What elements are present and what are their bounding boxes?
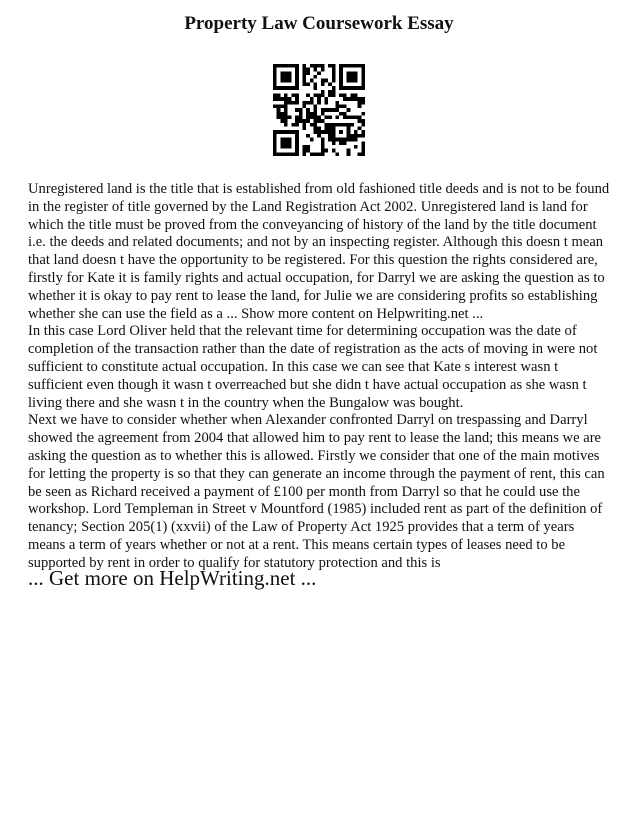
- get-more-link[interactable]: ... Get more on HelpWriting.net ...: [28, 566, 317, 590]
- paragraph-3: Next we have to consider whether when Alexander confronted Darryl on trespassing and Darryl showed the agreement from 2004 that allowed him to pay rent to lease the land; this means we are asking the question as to whether this is allowed. Firstly we consider that one of the main motives for letting the property is so that they can generate an income through the payment of rent, this can be seen as Richard received a payment of £100 per month from Darryl so that he could use the workshop. Lord Templeman in Street v Mountford (1985) included rent as part of the definition of tenancy; Section 205(1) (xxvii) of the Law of Property Act 1925 provides that a term of years means a term of years whether or not at a rent. This means certain types of leases need to be supported by rent in order to qualify for statutory protection and this is: [28, 412, 605, 571]
- qr-code-icon: [273, 64, 365, 156]
- essay-body: [28, 181, 610, 573]
- page-title: Property Law Coursework Essay: [184, 13, 454, 34]
- paragraph-2: In this case Lord Oliver held that the relevant time for determining occupation was the date of completion of the transaction rather than the date of registration as the acts of moving in were not sufficient to constitute actual occupation. In this case we can see that Kate s interest wasn t sufficient even though it wasn t overreached but she didn t have actual occupation as she wasn t living there and she wasn t in the country when the Bungalow was bought.: [28, 323, 598, 411]
- paragraph-1: Unregistered land is the title that is established from old fashioned title deeds and is not to be found in the register of title governed by the Land Registration Act 2002. Unregistered land is land for which the title must be proved from the conveyancing of history of the land by the title document i.e. the deeds and related documents; and not by an inspecting register. Although this doesn t mean that land doesn t have the opportunity to be registered. For this question the rights considered are, firstly for Kate it is family rights and actual occupation, for Darryl we are asking the question as to whether it is okay to pay rent to lease the land, for Julie we are considering profits so establishing whether she can use the field as a ... Show more content on Helpwriting.net ...: [28, 181, 610, 322]
